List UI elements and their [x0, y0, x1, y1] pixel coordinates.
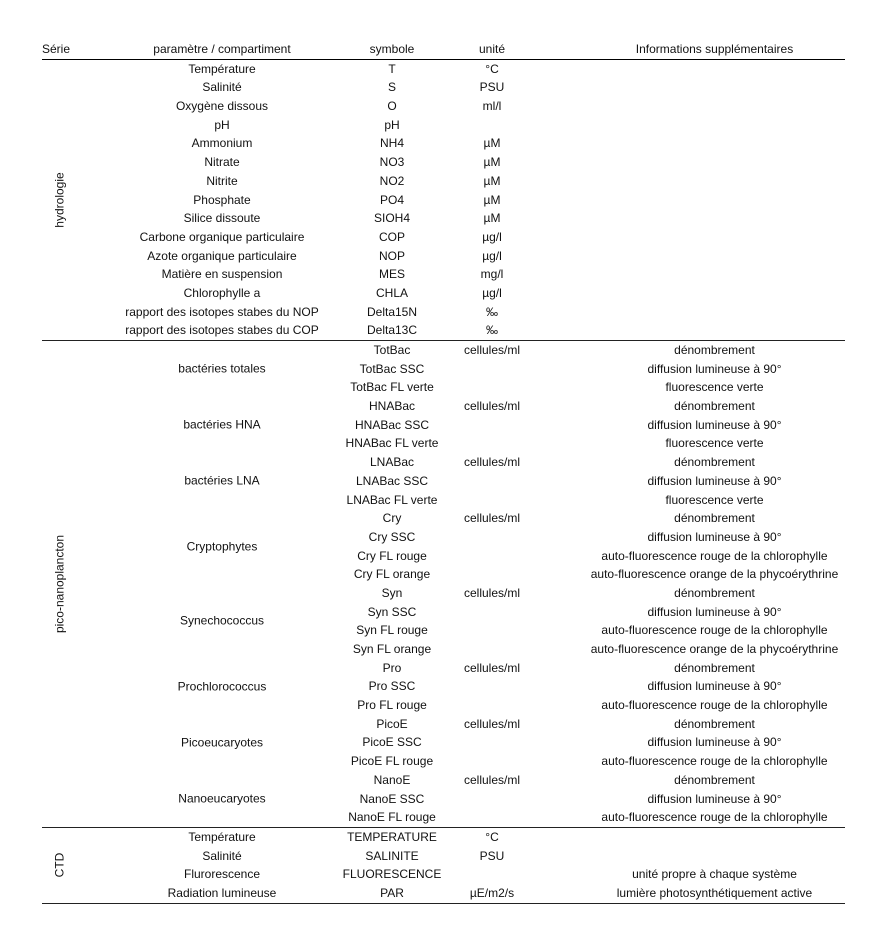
compartment-block: [42, 509, 845, 584]
info-cell: lumière photosynthétiquement active: [616, 885, 813, 900]
info-cell: auto-fluorescence rouge de la chlorophylle: [601, 698, 828, 713]
symbol-cell: NOP: [378, 248, 405, 263]
unit-cell: µM: [483, 192, 501, 207]
symbol-cell: Syn: [381, 585, 403, 600]
info-cell: dénombrement: [674, 343, 755, 357]
symbol-cell: TotBac SSC: [359, 361, 425, 376]
compartment-block: [42, 771, 845, 827]
compartment-block: [42, 659, 845, 715]
compartment-name: bactéries HNA: [183, 417, 261, 432]
symbol-cell: HNABac FL verte: [345, 436, 439, 451]
table-row: [42, 78, 845, 97]
symbol-cell: CHLA: [375, 285, 408, 300]
symbol-cell: TotBac FL verte: [350, 380, 434, 395]
symbol-cell: NH4: [379, 136, 404, 151]
symbol-cell: Syn SSC: [367, 604, 417, 619]
info-cell: auto-fluorescence rouge de la chlorophylle: [601, 810, 828, 825]
table-row: [42, 828, 845, 847]
unit-cell: °C: [485, 829, 499, 844]
symbol-cell: PAR: [380, 885, 404, 900]
compartment-name: bactéries LNA: [184, 473, 260, 488]
series-group: [42, 828, 845, 904]
table-row: [42, 172, 845, 191]
table-row: [42, 884, 845, 903]
table-body: [42, 60, 845, 904]
param-cell: Silice dissoute: [183, 211, 261, 226]
table-row: [42, 284, 845, 303]
unit-cell: PSU: [479, 80, 505, 95]
symbol-cell: LNABac FL verte: [346, 492, 438, 507]
table-row: [42, 191, 845, 210]
table-row: [42, 134, 845, 153]
unit-cell: cellules/ml: [463, 585, 520, 600]
table-row: [42, 865, 845, 884]
info-cell: diffusion lumineuse à 90°: [647, 361, 782, 376]
table-row: [42, 153, 845, 172]
unit-cell: cellules/ml: [463, 716, 520, 731]
compartment-name: bactéries totales: [178, 361, 266, 376]
symbol-cell: SIOH4: [373, 211, 410, 226]
param-cell: Salinité: [202, 848, 242, 863]
table-row: [42, 397, 845, 416]
info-cell: unité propre à chaque système: [632, 867, 797, 882]
unit-cell: ‰: [486, 304, 498, 319]
compartment-block: [42, 715, 845, 771]
param-cell: Radiation lumineuse: [167, 885, 277, 900]
symbol-cell: pH: [384, 117, 400, 132]
symbol-cell: COP: [378, 229, 405, 244]
table-row: [42, 453, 845, 472]
unit-cell: µM: [483, 155, 501, 170]
unit-cell: µg/l: [482, 229, 502, 244]
table-row: [42, 60, 845, 79]
symbol-cell: NO2: [379, 173, 405, 188]
header-info: Informations supplémentaires: [635, 42, 794, 56]
info-cell: fluorescence verte: [665, 492, 764, 507]
info-cell: dénombrement: [674, 772, 755, 787]
info-cell: diffusion lumineuse à 90°: [647, 529, 782, 544]
symbol-cell: Cry SSC: [368, 529, 416, 544]
table-row: [42, 228, 845, 247]
info-cell: auto-fluorescence rouge de la chlorophylle: [601, 754, 828, 769]
series-group: [42, 341, 845, 828]
table-row: [42, 509, 845, 528]
info-cell: dénombrement: [674, 716, 755, 731]
symbol-cell: TotBac: [373, 343, 411, 357]
param-cell: Nitrite: [206, 173, 238, 188]
info-cell: diffusion lumineuse à 90°: [647, 679, 782, 694]
symbol-cell: Syn FL orange: [352, 642, 432, 656]
info-cell: diffusion lumineuse à 90°: [647, 791, 782, 806]
compartment-block: [42, 584, 845, 659]
table-header: [42, 40, 845, 60]
unit-cell: µM: [483, 173, 501, 188]
table-row: [42, 715, 845, 734]
info-cell: auto-fluorescence rouge de la chlorophylle: [601, 548, 828, 563]
info-cell: dénombrement: [674, 511, 755, 526]
table-row: [42, 360, 845, 379]
symbol-cell: FLUORESCENCE: [342, 867, 442, 882]
table-row: [42, 696, 845, 715]
table-row: [42, 584, 845, 603]
symbol-cell: SALINITE: [365, 848, 419, 863]
table-row: [42, 603, 845, 622]
unit-cell: µM: [483, 211, 501, 226]
symbol-cell: PicoE FL rouge: [350, 754, 434, 769]
header-unit: unité: [478, 42, 506, 56]
table-row: [42, 752, 845, 771]
compartment-name: Nanoeucaryotes: [178, 791, 266, 806]
compartment-name: Synechococcus: [179, 613, 265, 628]
info-cell: fluorescence verte: [665, 436, 764, 451]
symbol-cell: PicoE SSC: [362, 735, 422, 750]
symbol-cell: Pro: [382, 660, 402, 675]
table-row: [42, 341, 845, 360]
compartment-block: [42, 341, 845, 397]
info-cell: diffusion lumineuse à 90°: [647, 473, 782, 488]
symbol-cell: PO4: [379, 192, 404, 207]
info-cell: dénombrement: [674, 585, 755, 600]
param-cell: rapport des isotopes stabes du NOP: [125, 304, 319, 319]
table-row: [42, 808, 845, 827]
table-row: [42, 321, 845, 340]
compartment-name: Cryptophytes: [186, 539, 258, 554]
compartment-name: Picoeucaryotes: [180, 735, 264, 750]
param-cell: Ammonium: [191, 136, 253, 151]
unit-cell: cellules/ml: [463, 455, 520, 470]
table-row: [42, 247, 845, 266]
symbol-cell: LNABac: [369, 455, 415, 470]
symbol-cell: Syn FL rouge: [356, 623, 428, 638]
table-row: [42, 547, 845, 566]
unit-cell: cellules/ml: [463, 660, 520, 675]
info-cell: dénombrement: [674, 399, 755, 414]
table-row: [42, 434, 845, 453]
symbol-cell: NO3: [379, 155, 405, 170]
unit-cell: cellules/ml: [463, 772, 520, 787]
table-row: [42, 677, 845, 696]
unit-cell: ml/l: [482, 99, 502, 114]
table-row: [42, 472, 845, 491]
table-row: [42, 790, 845, 809]
symbol-cell: PicoE: [376, 716, 408, 731]
symbol-cell: HNABac: [368, 399, 415, 414]
symbol-cell: Cry FL orange: [353, 567, 431, 582]
unit-cell: PSU: [479, 848, 505, 863]
info-cell: auto-fluorescence rouge de la chlorophylle: [601, 623, 828, 638]
symbol-cell: HNABac SSC: [354, 417, 430, 432]
table-row: [42, 265, 845, 284]
symbol-cell: NanoE SSC: [359, 791, 425, 806]
symbol-cell: Delta15N: [366, 304, 418, 319]
table-row: [42, 565, 845, 584]
table-row: [42, 97, 845, 116]
param-cell: rapport des isotopes stabes du COP: [125, 323, 319, 338]
param-cell: Matière en suspension: [161, 267, 283, 282]
symbol-cell: T: [388, 61, 396, 76]
unit-cell: cellules/ml: [463, 343, 520, 357]
table-row: [42, 416, 845, 435]
series-group: [42, 60, 845, 341]
table-row: [42, 209, 845, 228]
info-cell: auto-fluorescence orange de la phycoérythrine: [590, 567, 839, 582]
table-row: [42, 847, 845, 866]
unit-cell: µg/l: [482, 285, 502, 300]
symbol-cell: Cry: [382, 511, 402, 526]
table-row: [42, 528, 845, 547]
param-cell: Salinité: [202, 80, 242, 95]
info-cell: diffusion lumineuse à 90°: [647, 604, 782, 619]
compartment-block: [42, 453, 845, 509]
table-row: [42, 491, 845, 510]
header-serie: Série: [42, 42, 71, 56]
table-row: [42, 116, 845, 135]
symbol-cell: Pro SSC: [368, 679, 416, 694]
unit-cell: cellules/ml: [463, 511, 520, 526]
series-label-text: pico-nanoplancton: [52, 534, 67, 633]
param-cell: pH: [214, 117, 230, 132]
symbol-cell: Cry FL rouge: [357, 548, 427, 563]
symbol-cell: MES: [378, 267, 405, 282]
param-cell: Phosphate: [193, 192, 251, 207]
table-row: [42, 771, 845, 790]
param-cell: Chlorophylle a: [183, 285, 261, 300]
table-row: [42, 640, 845, 659]
param-cell: Température: [188, 829, 256, 844]
series-label-text: CTD: [52, 852, 67, 878]
symbol-cell: NanoE FL rouge: [348, 810, 436, 825]
unit-cell: µM: [483, 136, 501, 151]
unit-cell: µE/m2/s: [469, 885, 515, 900]
header-symbol: symbole: [369, 42, 415, 56]
symbol-cell: LNABac SSC: [355, 473, 429, 488]
info-cell: diffusion lumineuse à 90°: [647, 417, 782, 432]
param-cell: Carbone organique particulaire: [139, 229, 305, 244]
table-row: [42, 378, 845, 397]
symbol-cell: O: [387, 99, 397, 114]
parameter-table: [42, 40, 845, 904]
symbol-cell: TEMPERATURE: [347, 829, 437, 844]
table-row: [42, 303, 845, 322]
unit-cell: µg/l: [482, 248, 502, 263]
symbol-cell: Pro FL rouge: [357, 698, 427, 713]
header-param: paramètre / compartiment: [153, 42, 291, 56]
info-cell: fluorescence verte: [665, 380, 764, 395]
symbol-cell: Delta13C: [366, 323, 418, 338]
table-row: [42, 621, 845, 640]
series-label-text: hydrologie: [52, 172, 67, 228]
info-cell: dénombrement: [674, 455, 755, 470]
compartment-name: Prochlorococcus: [177, 679, 267, 694]
info-cell: diffusion lumineuse à 90°: [647, 735, 782, 750]
param-cell: Température: [188, 61, 256, 76]
symbol-cell: NanoE: [373, 772, 411, 787]
param-cell: Oxygène dissous: [175, 99, 269, 114]
unit-cell: °C: [485, 61, 499, 76]
symbol-cell: S: [387, 80, 396, 95]
unit-cell: mg/l: [480, 267, 504, 282]
unit-cell: cellules/ml: [463, 399, 520, 414]
info-cell: auto-fluorescence orange de la phycoérythrine: [590, 642, 839, 656]
table-row: [42, 733, 845, 752]
info-cell: dénombrement: [674, 660, 755, 675]
compartment-block: [42, 397, 845, 453]
param-cell: Nitrate: [204, 155, 240, 170]
param-cell: Flurorescence: [183, 867, 261, 882]
table-row: [42, 659, 845, 678]
unit-cell: ‰: [486, 323, 498, 338]
param-cell: Azote organique particulaire: [147, 248, 297, 263]
